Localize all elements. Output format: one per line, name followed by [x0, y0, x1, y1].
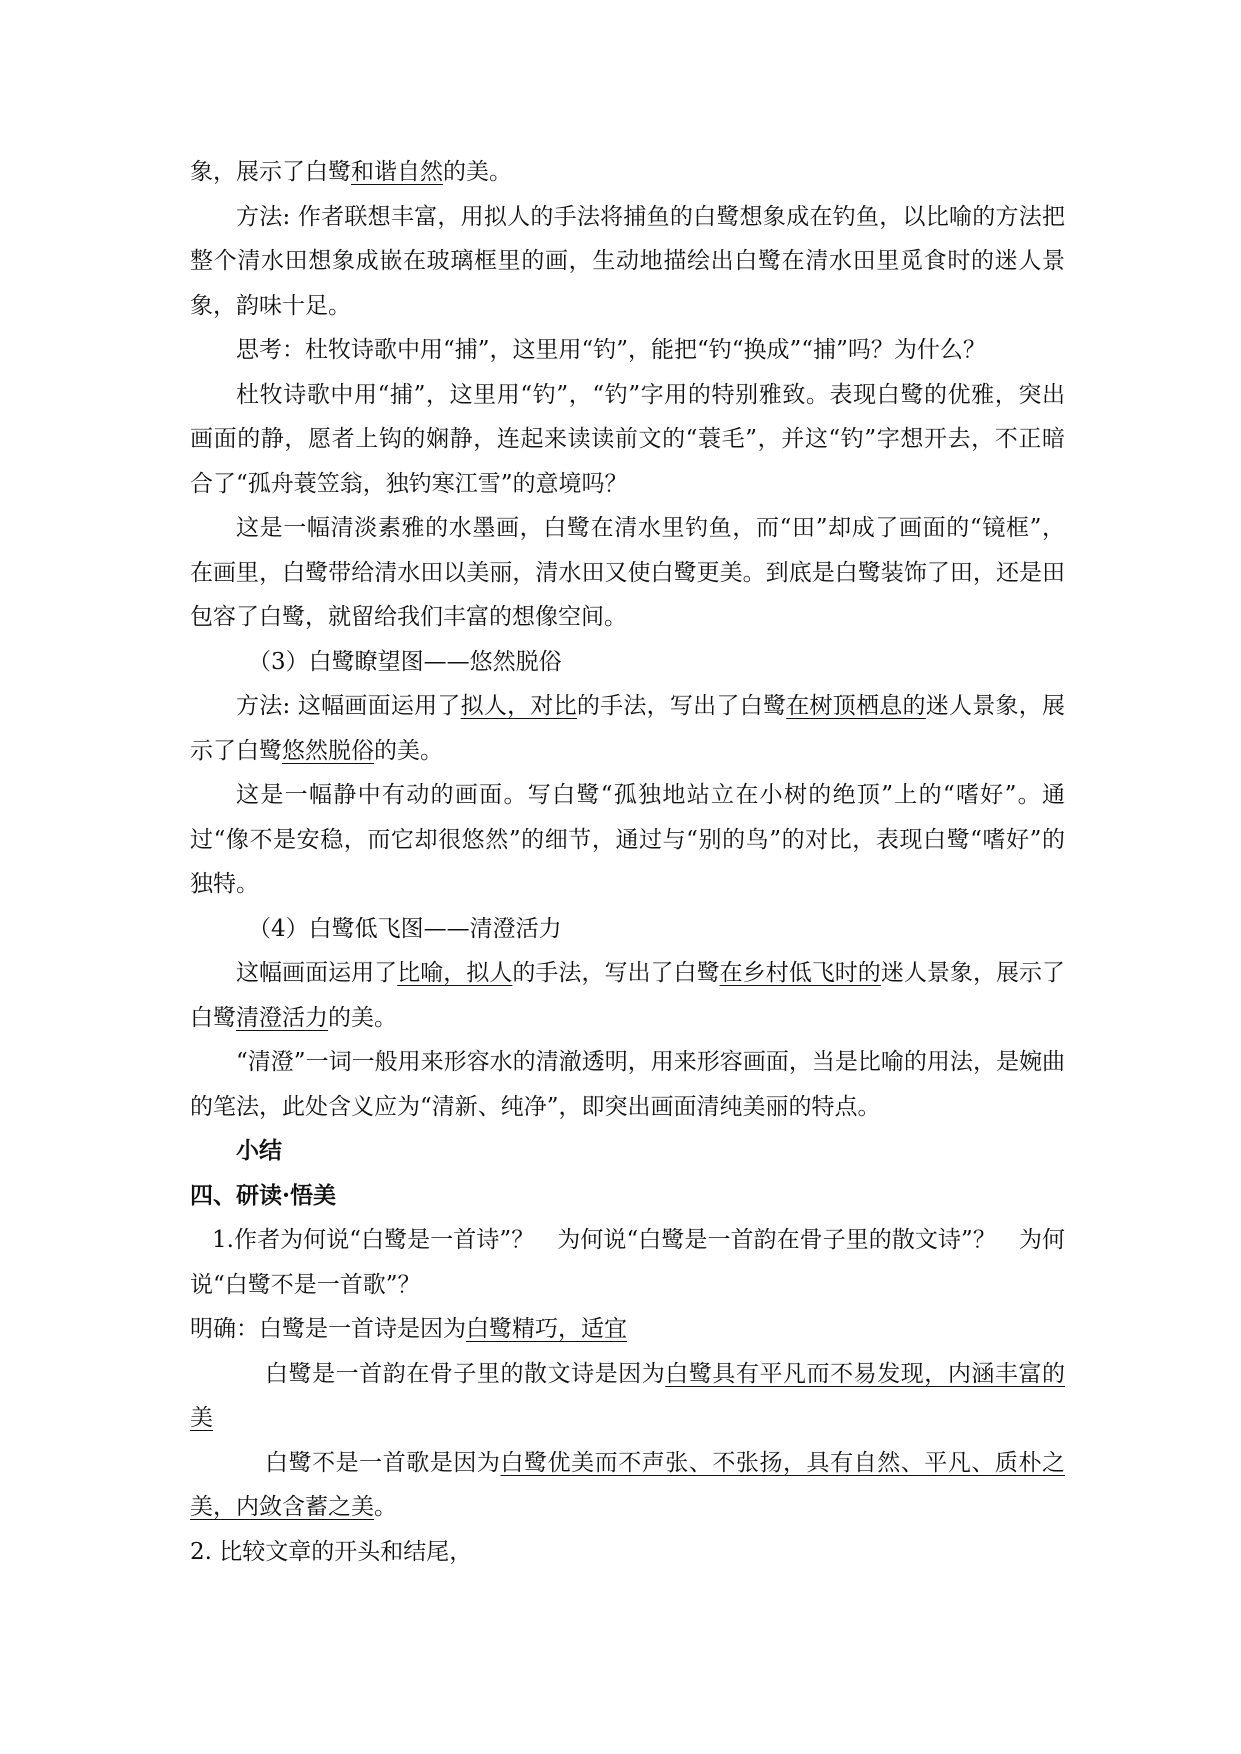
underlined-text: 白鹭具有平凡而不易发现，内涵丰富的美: [190, 1360, 1066, 1431]
underlined-text: 在乡村低飞时的: [719, 960, 881, 986]
paragraph-method: 方法: 作者联想丰富，用拟人的手法将捕鱼的白鹭想象成在钓鱼，以比喻的方法把整个清水田想象成嵌在玻璃框里的画，生动地描绘出白鹭在清水田里觅食时的迷人景象，韵味十足。: [190, 203, 1065, 319]
text-run: 的美。: [443, 159, 512, 185]
question-1: 1.作者为何说“白鹭是一首诗”？ 为何说“白鹭是一首韵在骨子里的散文诗”？ 为何说“白鹭不是一首歌”？: [190, 1227, 1065, 1298]
text-run: 迷人景象，展示了白鹭: [190, 693, 1066, 764]
paragraph-analysis-3: 这是一幅静中有动的画面。写白鹭“孤独地站立在小树的绝顶”上的“嗜好”。通过“像不是安稳，而它却很悠然”的细节，通过与“别的鸟”的对比，表现白鹭“嗜好”的独特。: [190, 782, 1065, 897]
paragraph-question: 思考：杜牧诗歌中用“捕”，这里用“钓”，能把“钓“换成”“捕”吗？为什么？: [236, 337, 986, 363]
paragraph-analysis: 这是一幅清淡素雅的水墨画，白鹭在清水里钓鱼，而“田”却成了画面的“镜框”，在画里，白鹭带给清水田以美丽，清水田又使白鹭更美。到底是白鹭装饰了田，还是田包容了白鹭，就留给我们丰富的想像空间。: [190, 515, 1065, 630]
underlined-text: 白鹭精巧，适宜: [466, 1316, 627, 1342]
text-run: 的美。: [374, 737, 443, 764]
paragraph: [190, 150, 1065, 195]
paragraph-method-3: [190, 684, 1065, 773]
text-run: 这幅画面运用了: [236, 960, 398, 986]
paragraph-method-4: [190, 951, 1065, 1040]
text-run: 象，展示了白鹭: [190, 159, 351, 185]
text-run: 白鹭是一首韵在骨子里的散文诗是因为: [265, 1360, 666, 1387]
section-heading: 四、研读·悟美: [190, 1181, 337, 1209]
answer-line-2: [190, 1352, 1065, 1441]
question-2: 2. 比较文章的开头和结尾，: [190, 1538, 473, 1565]
paragraph-answer: 杜牧诗歌中用“捕”，这里用“钓”，“钓”字用的特别雅致。表现白鹭的优雅，突出画面的静，愿者上钩的娴静，连起来读读前文的“蓑毛”，并这“钓”字想开去，不正暗合了“孤舟蓑笠翁，独钓寒江雪”的意境吗？: [190, 381, 1065, 497]
underlined-text: 和谐自然: [351, 159, 443, 185]
text-run: 白鹭不是一首歌是因为: [265, 1449, 501, 1476]
text-run: 明确：白鹭是一首诗是因为: [190, 1316, 466, 1342]
underlined-text: 清澄活力: [236, 1004, 328, 1031]
underlined-text: 在树顶栖息的: [786, 693, 926, 719]
underlined-text: 比喻，拟人: [397, 960, 513, 986]
document-page: [190, 150, 1065, 1574]
answer-line-1: [190, 1307, 1065, 1352]
answer-line-3: [190, 1441, 1065, 1530]
subheading-4: （4）白鹭低飞图——清澄活力: [248, 915, 562, 942]
paragraph-analysis-4: “清澄”一词一般用来形容水的清澈透明，用来形容画面，当是比喻的用法，是婉曲的笔法，此处含义应为“清新、纯净”，即突出画面清纯美丽的特点。: [190, 1049, 1065, 1120]
text-run: 的手法，写出了白鹭: [512, 960, 720, 986]
underlined-text: 拟人，对比: [460, 693, 577, 719]
underlined-text: 悠然脱俗: [282, 737, 374, 764]
text-run: 的手法，写出了白鹭: [576, 693, 787, 719]
text-run: 迷人景象，展示了白鹭: [190, 960, 1066, 1031]
summary-heading: 小结: [236, 1137, 282, 1164]
subheading-3: （3）白鹭瞭望图——悠然脱俗: [248, 648, 562, 675]
text-run: 方法: 这幅画面运用了: [236, 693, 461, 719]
text-run: 的美。: [328, 1004, 397, 1031]
text-run: 。: [374, 1494, 397, 1520]
underlined-text: 白鹭优美而不声张、不张扬，具有自然、平凡、质朴之美，内敛含蓄之美: [190, 1449, 1066, 1520]
